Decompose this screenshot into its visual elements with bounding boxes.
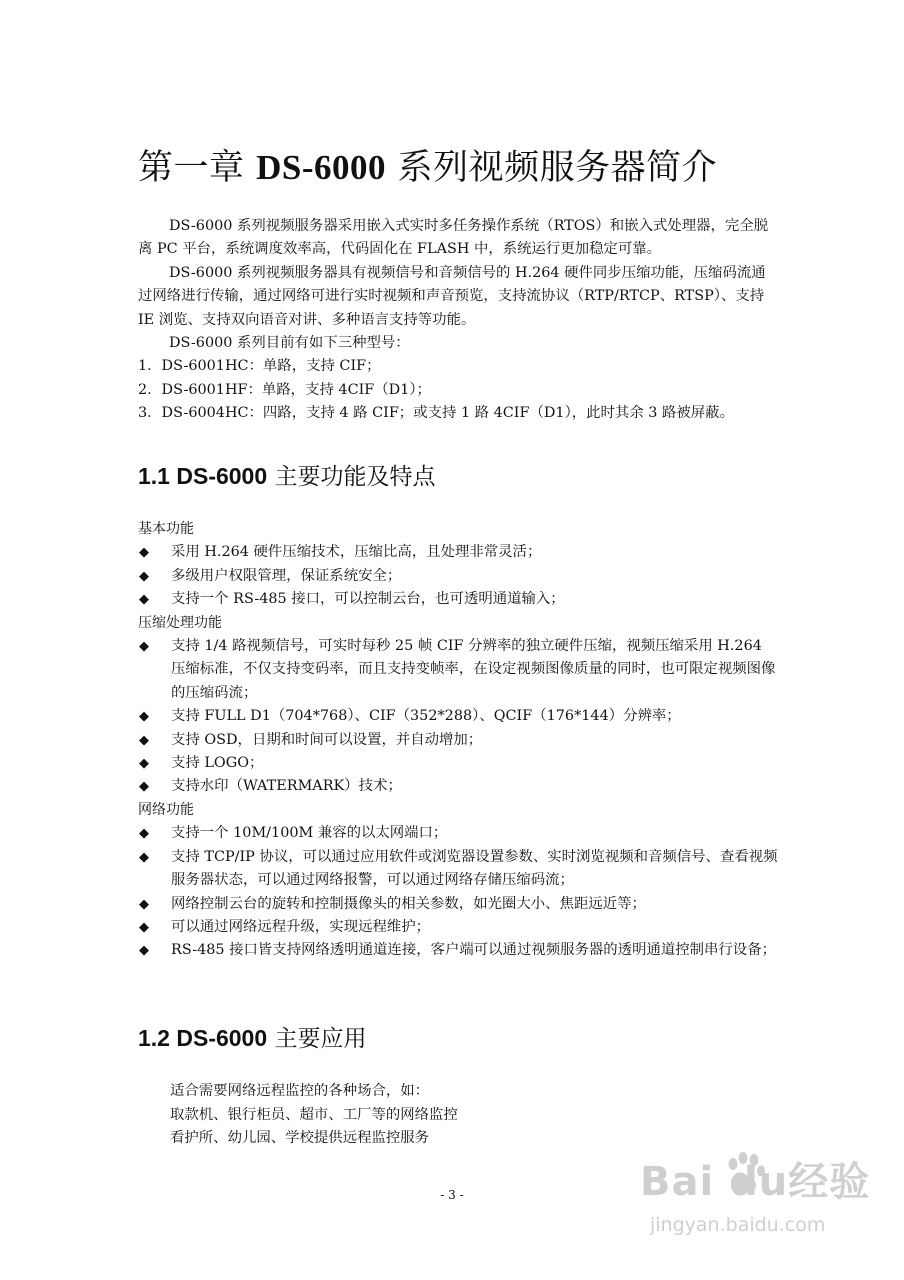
section-1-number: 1.1 DS-6000: [138, 463, 268, 489]
diamond-bullet-icon: ◆: [139, 639, 149, 655]
diamond-bullet-icon: ◆: [139, 545, 149, 561]
list-item: ◆ 支持 OSD，日期和时间可以设置，并自动增加；: [138, 729, 778, 752]
basic-feature-list: [138, 541, 778, 611]
baidu-jingyan-watermark: [640, 1150, 871, 1260]
intro-paragraph-2: DS-6000 系列视频服务器具有视频信号和音频信号的 H.264 硬件同步压缩功能，压缩码流通过网络进行传输，通过网络可进行实时视频和声音预览，支持流协议（RTP/RTCP、RTSP）、支持 IE 浏览、支持双向语音对讲、多种语言支持等功能。: [138, 264, 766, 328]
intro-section: [138, 215, 778, 426]
section-2-heading: 主要应用: [267, 1026, 367, 1052]
list-item: ◆ 可以通过网络远程升级，实现远程维护；: [138, 916, 778, 939]
list-item: ◆ 支持一个 RS-485 接口，可以控制云台，也可透明通道输入；: [138, 588, 778, 611]
watermark-url: jingyan.baidu.com: [650, 1214, 826, 1236]
diamond-bullet-icon: ◆: [139, 943, 149, 959]
list-item: ◆ 支持 TCP/IP 协议，可以通过应用软件或浏览器设置参数、实时浏览视频和音频信号、查看视频服务器状态，可以通过网络报警，可以通过网络存储压缩码流；: [138, 846, 778, 893]
list-item: ◆ 支持一个 10M/100M 兼容的以太网端口；: [138, 822, 778, 845]
diamond-bullet-icon: ◆: [139, 756, 149, 772]
model-item-2: 2．DS-6001HF：单路，支持 4CIF（D1）；: [138, 381, 431, 398]
diamond-bullet-icon: ◆: [139, 592, 149, 608]
watermark-logo-text: Bai du经验: [640, 1159, 871, 1205]
chapter-title-model: DS-6000: [256, 148, 387, 187]
network-feature-list: [138, 822, 778, 962]
list-item: ◆ 支持水印（WATERMARK）技术；: [138, 775, 778, 798]
group-title-compression: 压缩处理功能: [138, 614, 222, 631]
list-item: ◆ 网络控制云台的旋转和控制摄像头的相关参数，如光圈大小、焦距远近等；: [138, 893, 778, 916]
application-line-2: 取款机、银行柜员、超市、工厂等的网络监控: [170, 1106, 458, 1123]
section-2-title: [138, 1020, 366, 1053]
chapter-title: [138, 140, 717, 190]
diamond-bullet-icon: ◆: [139, 732, 149, 748]
features-section: [138, 518, 778, 963]
list-item: ◆ 支持 FULL D1（704*768）、CIF（352*288）、QCIF（176*144）分辨率；: [138, 705, 778, 728]
chapter-title-suffix: 系列视频服务器简介: [386, 148, 718, 188]
application-line-3: 看护所、幼儿园、学校提供远程监控服务: [170, 1130, 430, 1147]
diamond-bullet-icon: ◆: [139, 826, 149, 842]
diamond-bullet-icon: ◆: [139, 709, 149, 725]
model-item-1: 1．DS-6001HC：单路，支持 CIF；: [138, 358, 381, 375]
section-1-heading: 主要功能及特点: [267, 464, 436, 490]
group-title-basic: 基本功能: [138, 521, 194, 537]
model-item-3: 3．DS-6004HC：四路，支持 4 路 CIF；或支持 1 路 4CIF（D1），此时其余 3 路被屏蔽。: [138, 405, 734, 422]
list-item: ◆ 支持 LOGO；: [138, 752, 778, 775]
diamond-bullet-icon: ◆: [139, 896, 149, 912]
model-list: [138, 355, 778, 425]
applications-section: [170, 1080, 458, 1151]
list-item: ◆ 支持 1/4 路视频信号，可实时每秒 25 帧 CIF 分辨率的独立硬件压缩，视频压缩采用 H.264 压缩标准，不仅支持变码率，而且支持变帧率，在设定视频图像质量的同时，也可限定视频图像的压缩码流；: [138, 635, 778, 705]
compression-feature-list: [138, 635, 778, 799]
chapter-title-prefix: 第一章: [138, 148, 257, 188]
group-title-network: 网络功能: [138, 801, 194, 818]
section-2-number: 1.2 DS-6000: [138, 1025, 268, 1051]
intro-paragraph-1: DS-6000 系列视频服务器采用嵌入式实时多任务操作系统（RTOS）和嵌入式处理器，完全脱离 PC 平台，系统调度效率高，代码固化在 FLASH 中，系统运行更加稳定可靠。: [138, 218, 769, 258]
diamond-bullet-icon: ◆: [139, 919, 149, 935]
diamond-bullet-icon: ◆: [139, 779, 149, 795]
diamond-bullet-icon: ◆: [139, 568, 149, 584]
section-1-title: [138, 458, 435, 491]
page-number: - 3 -: [440, 1188, 464, 1202]
list-item: ◆ 多级用户权限管理，保证系统安全；: [138, 565, 778, 588]
application-line-1: 适合需要网络远程监控的各种场合，如：: [170, 1083, 430, 1099]
list-item: ◆ RS-485 接口皆支持网络透明通道连接，客户端可以通过视频服务器的透明通道控制串行设备；: [138, 939, 778, 962]
intro-paragraph-3: DS-6000 系列目前有如下三种型号：: [169, 335, 410, 352]
list-item: ◆ 采用 H.264 硬件压缩技术，压缩比高，且处理非常灵活；: [138, 541, 778, 564]
diamond-bullet-icon: ◆: [139, 849, 149, 865]
